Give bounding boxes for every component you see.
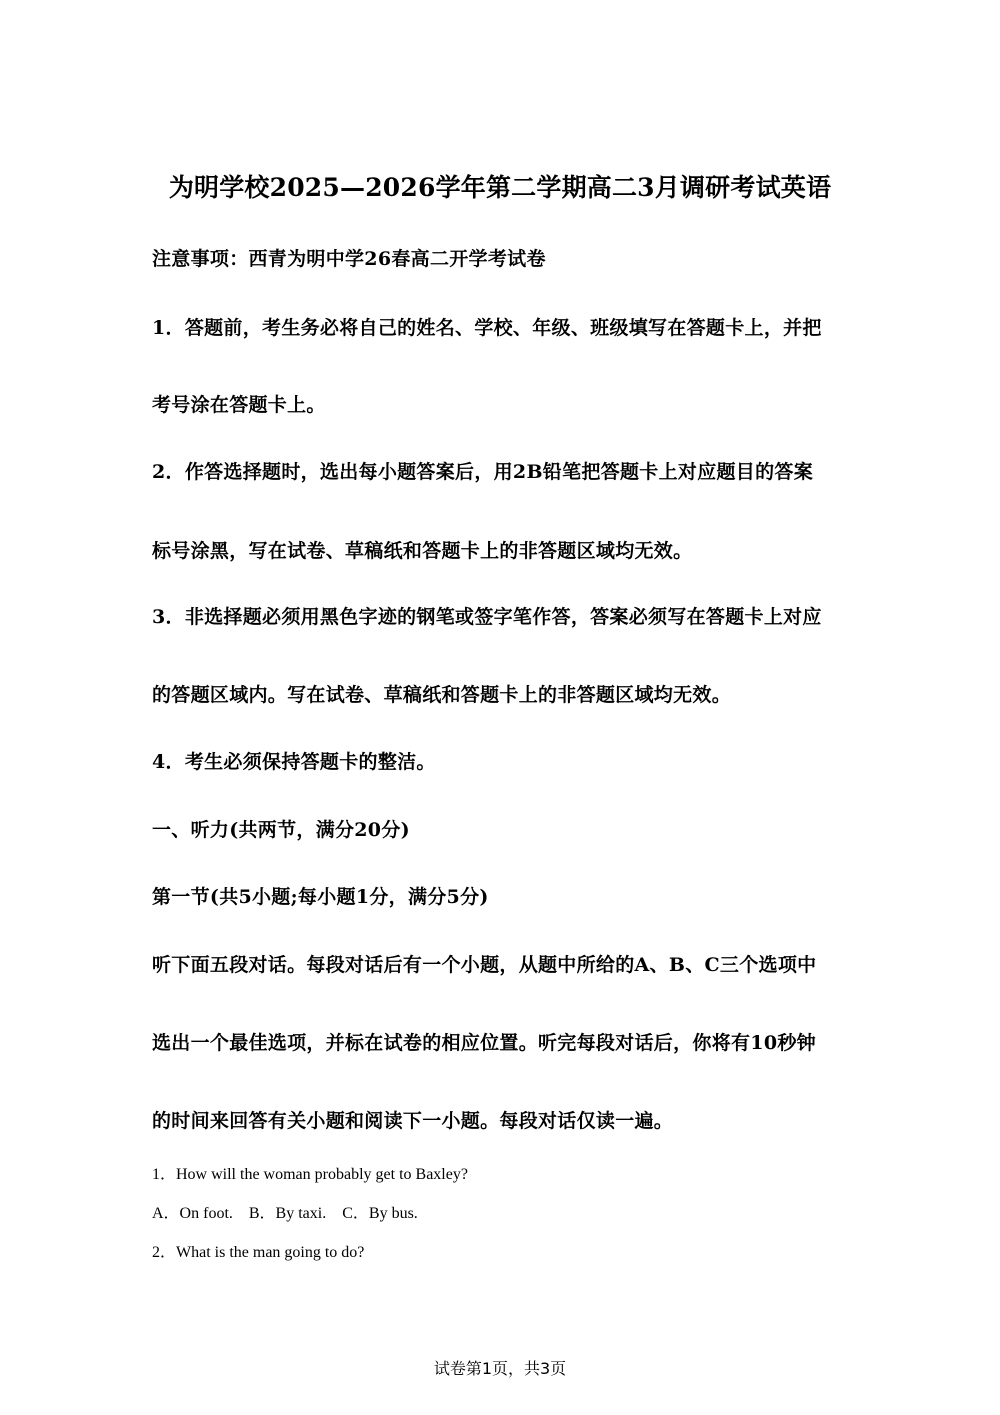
notice-3-line-1: 3．非选择题必须用黑色字迹的钢笔或签字笔作答，答案必须写在答题卡上对应: [152, 606, 822, 628]
notice-2-line-1: 2．作答选择题时，选出每小题答案后，用2B铅笔把答题卡上对应题目的答案: [152, 461, 814, 483]
instruction-line-3: 的时间来回答有关小题和阅读下一小题。每段对话仅读一遍。: [152, 1110, 674, 1132]
notice-1-line-2: 考号涂在答题卡上。: [152, 394, 326, 416]
question-1-stem: 1．How will the woman probably get to Baxley?: [152, 1166, 468, 1183]
instruction-line-1: 听下面五段对话。每段对话后有一个小题，从题中所给的A、B、C三个选项中: [152, 954, 817, 976]
exam-title: 为明学校2025—2026学年第二学期高二3月调研考试英语: [168, 173, 832, 202]
part-1-heading: 第一节(共5小题;每小题1分，满分5分): [152, 886, 489, 908]
notice-3-line-2: 的答题区域内。写在试卷、草稿纸和答题卡上的非答题区域均无效。: [152, 684, 732, 706]
notice-1-line-1: 1．答题前，考生务必将自己的姓名、学校、年级、班级填写在答题卡上，并把: [152, 317, 822, 339]
notice-2-line-2: 标号涂黑，写在试卷、草稿纸和答题卡上的非答题区域均无效。: [152, 540, 693, 562]
notice-4-line-1: 4．考生必须保持答题卡的整洁。: [152, 751, 436, 773]
question-1-options: A．On foot. B．By taxi. C．By bus.: [152, 1205, 418, 1222]
section-1-heading: 一、听力(共两节，满分20分): [152, 819, 410, 841]
question-2-stem: 2．What is the man going to do?: [152, 1244, 365, 1261]
page-footer: 试卷第1页，共3页: [433, 1359, 567, 1378]
notice-heading: 注意事项：西青为明中学26春高二开学考试卷: [152, 248, 546, 270]
instruction-line-2: 选出一个最佳选项，并标在试卷的相应位置。听完每段对话后，你将有10秒钟: [152, 1032, 816, 1054]
